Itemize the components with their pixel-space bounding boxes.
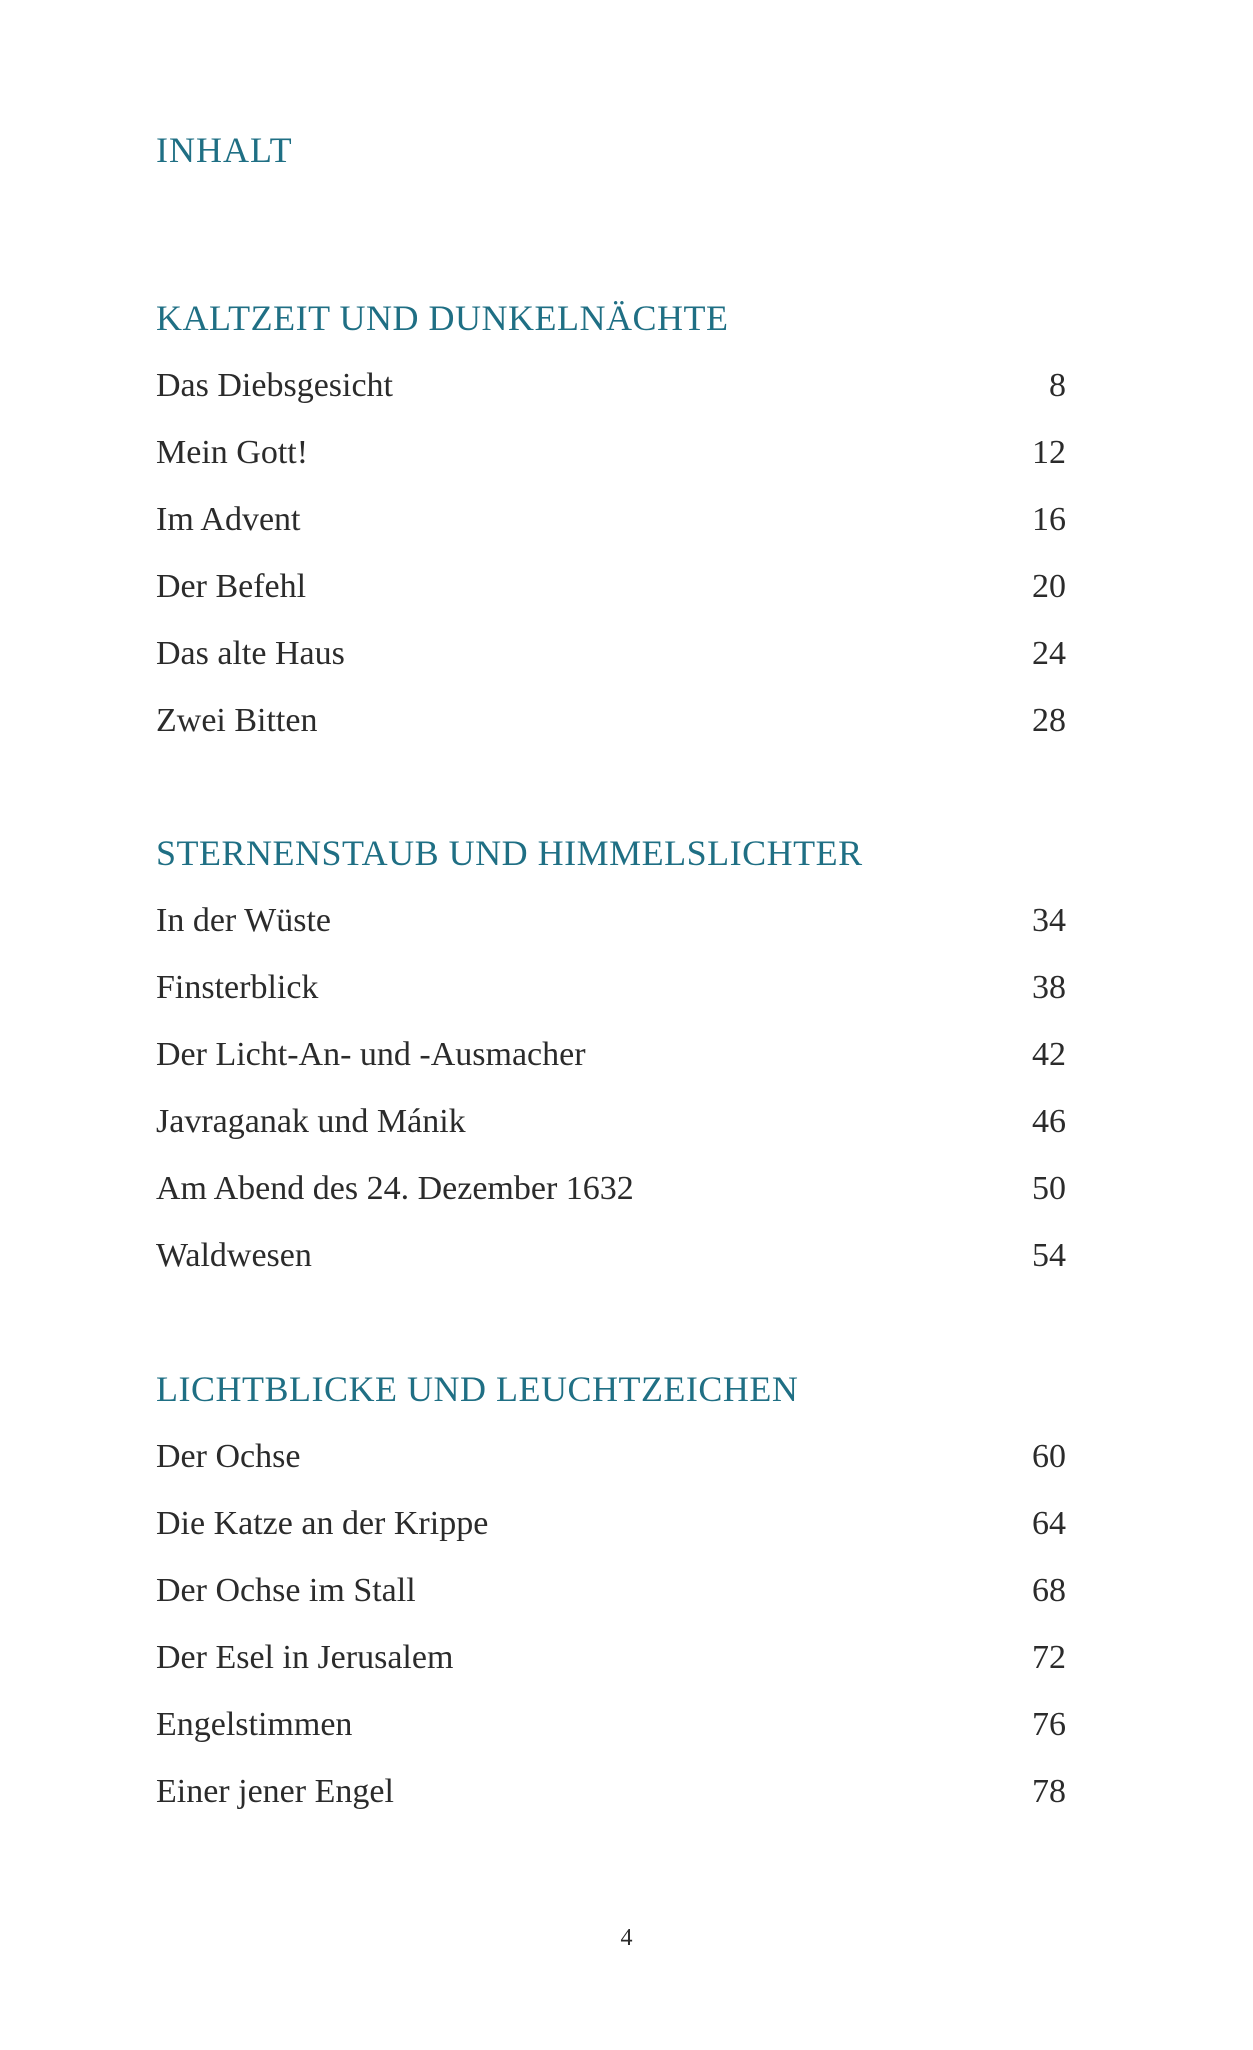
entry-page-number: 42 bbox=[1032, 1035, 1066, 1073]
entry-page-number: 24 bbox=[1032, 634, 1066, 672]
entry-title: Das alte Haus bbox=[156, 634, 345, 672]
entry-title: In der Wüste bbox=[156, 901, 331, 939]
footer-page-number: 4 bbox=[620, 1925, 633, 1951]
toc-section bbox=[156, 819, 1066, 1289]
entry-page-number: 20 bbox=[1032, 567, 1066, 605]
entry-title: Am Abend des 24. Dezember 1632 bbox=[156, 1169, 634, 1207]
toc-entry[interactable] bbox=[156, 1423, 1066, 1490]
entry-title: Die Katze an der Krippe bbox=[156, 1504, 489, 1542]
entry-page-number: 46 bbox=[1032, 1102, 1066, 1140]
entry-page-number: 78 bbox=[1032, 1772, 1066, 1810]
entry-title: Finsterblick bbox=[156, 968, 319, 1006]
entry-page-number: 54 bbox=[1032, 1236, 1066, 1274]
entry-title: Der Licht-An- und -Ausmacher bbox=[156, 1035, 586, 1073]
toc-entry[interactable] bbox=[156, 687, 1066, 754]
entry-page-number: 50 bbox=[1032, 1169, 1066, 1207]
page-title: INHALT bbox=[156, 130, 293, 170]
toc-section bbox=[156, 284, 1066, 754]
toc-entry[interactable] bbox=[156, 1155, 1066, 1222]
entry-title: Einer jener Engel bbox=[156, 1772, 394, 1810]
entry-page-number: 64 bbox=[1032, 1504, 1066, 1542]
toc-entry[interactable] bbox=[156, 553, 1066, 620]
toc-entry[interactable] bbox=[156, 1021, 1066, 1088]
entry-title: Der Ochse im Stall bbox=[156, 1571, 416, 1609]
toc-entry[interactable] bbox=[156, 486, 1066, 553]
toc-entry[interactable] bbox=[156, 954, 1066, 1021]
toc-entry[interactable] bbox=[156, 419, 1066, 486]
section-heading: LICHTBLICKE UND LEUCHTZEICHEN bbox=[156, 1369, 799, 1409]
entry-page-number: 28 bbox=[1032, 701, 1066, 739]
toc-entry[interactable] bbox=[156, 352, 1066, 419]
entry-page-number: 76 bbox=[1032, 1705, 1066, 1743]
entry-page-number: 60 bbox=[1032, 1437, 1066, 1475]
entry-title: Mein Gott! bbox=[156, 433, 309, 471]
toc-entry[interactable] bbox=[156, 1624, 1066, 1691]
entry-page-number: 34 bbox=[1032, 901, 1066, 939]
toc-section bbox=[156, 1355, 1066, 1825]
entry-page-number: 72 bbox=[1032, 1638, 1066, 1676]
entry-page-number: 8 bbox=[1049, 366, 1066, 404]
entry-page-number: 38 bbox=[1032, 968, 1066, 1006]
entry-page-number: 16 bbox=[1032, 500, 1066, 538]
entry-title: Zwei Bitten bbox=[156, 701, 318, 739]
entry-title: Engelstimmen bbox=[156, 1705, 353, 1743]
toc-entry[interactable] bbox=[156, 1088, 1066, 1155]
entry-page-number: 12 bbox=[1032, 433, 1066, 471]
toc-entry[interactable] bbox=[156, 1222, 1066, 1289]
toc-entry[interactable] bbox=[156, 1490, 1066, 1557]
toc-entry[interactable] bbox=[156, 620, 1066, 687]
toc-entry[interactable] bbox=[156, 1758, 1066, 1825]
toc-entry[interactable] bbox=[156, 1691, 1066, 1758]
entry-title: Der Ochse bbox=[156, 1437, 301, 1475]
entry-title: Das Diebsgesicht bbox=[156, 366, 394, 404]
section-heading: KALTZEIT UND DUNKELNÄCHTE bbox=[156, 298, 729, 338]
entry-title: Im Advent bbox=[156, 500, 301, 538]
entry-title: Waldwesen bbox=[156, 1236, 312, 1274]
entry-page-number: 68 bbox=[1032, 1571, 1066, 1609]
entry-title: Der Befehl bbox=[156, 567, 307, 605]
toc-entry[interactable] bbox=[156, 887, 1066, 954]
toc-entry[interactable] bbox=[156, 1557, 1066, 1624]
entry-title: Javraganak und Mánik bbox=[156, 1102, 466, 1140]
section-heading: STERNENSTAUB UND HIMMELSLICHTER bbox=[156, 833, 863, 873]
entry-title: Der Esel in Jerusalem bbox=[156, 1638, 454, 1676]
